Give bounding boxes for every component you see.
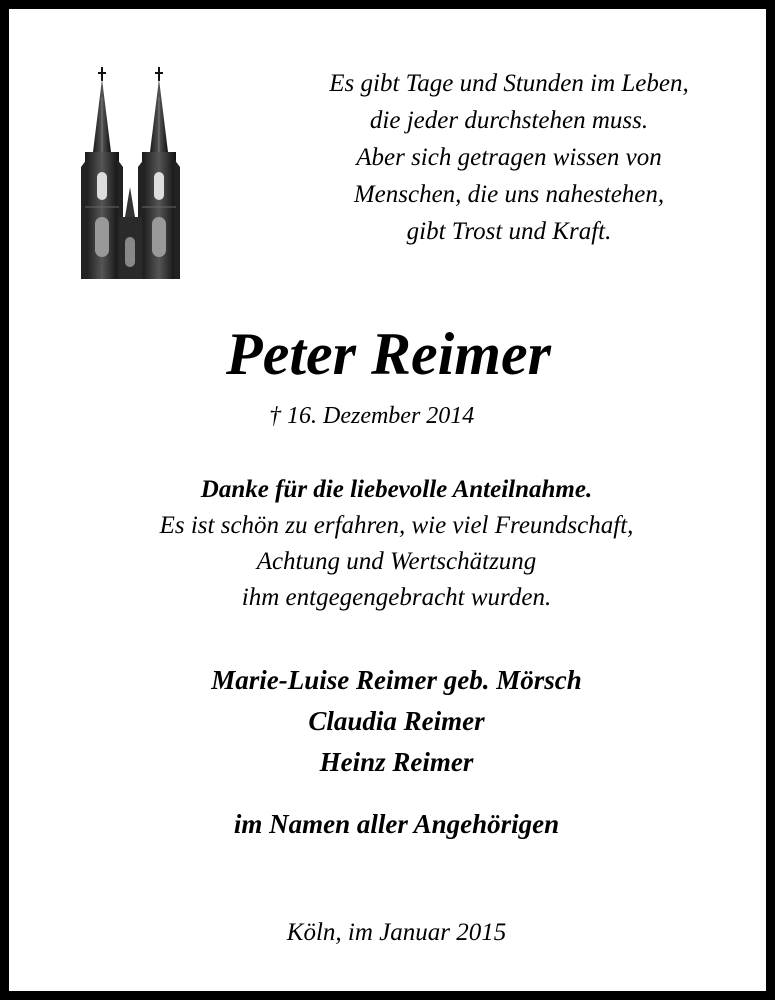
thanks-line: Es ist schön zu erfahren, wie viel Freundschaft, bbox=[159, 512, 634, 539]
signer-name: Marie-Luise Reimer geb. Mörsch bbox=[211, 665, 582, 695]
poem-line: gibt Trost und Kraft. bbox=[406, 218, 612, 245]
place-date: Köln, im Januar 2015 bbox=[286, 919, 507, 946]
thanks-line: ihm entgegengebracht wurden. bbox=[241, 584, 552, 611]
poem-line: Aber sich getragen wissen von bbox=[356, 144, 662, 171]
cologne-cathedral-icon bbox=[73, 67, 193, 279]
poem-line: Es gibt Tage und Stunden im Leben, bbox=[329, 70, 689, 97]
signers bbox=[9, 660, 775, 783]
thanks-text bbox=[9, 472, 775, 616]
poem-line: die jeder durchstehen muss. bbox=[369, 107, 649, 134]
signer-name: Heinz Reimer bbox=[319, 747, 474, 777]
thanks-line: Achtung und Wertschätzung bbox=[256, 548, 537, 575]
thanks-headline: Danke für die liebevolle Anteilnahme. bbox=[200, 476, 593, 503]
deceased-name: Peter Reimer bbox=[226, 321, 551, 387]
on-behalf-text: im Namen aller Angehörigen bbox=[233, 809, 560, 839]
death-date: † 16. Dezember 2014 bbox=[269, 403, 475, 429]
signer-name: Claudia Reimer bbox=[308, 706, 485, 736]
poem bbox=[259, 65, 759, 250]
poem-line: Menschen, die uns nahestehen, bbox=[353, 181, 665, 208]
